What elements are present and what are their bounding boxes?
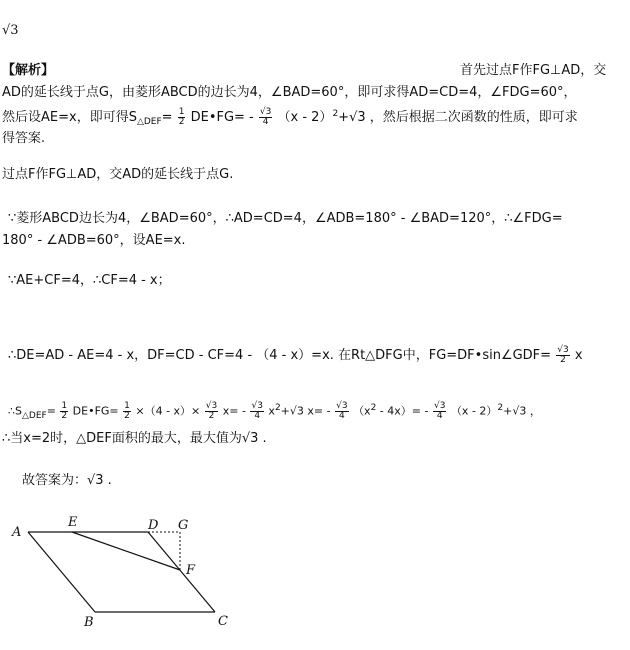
label-C: C (218, 614, 228, 629)
solution-line-4: ∵AE+CF=4，∴CF=4 - x； (8, 273, 171, 288)
label-E: E (68, 515, 78, 530)
analysis-line-3: 然后设AE=x，即可得$S_{\triangle DEF}=$ $\frac{1}{2}$ DE•FG= - $\frac{√3}{4}$ （x - 2）$^2$+√3 ，然后根据二次函数的性质，即可求 (2, 107, 578, 127)
solution-line-1: 过点F作FG⊥AD，交AD的延长线于点G. (2, 167, 234, 182)
solution-line-2: ∵菱形ABCD边长为4，∠BAD=60°，∴AD=CD=4，∠ADB=180° - ∠BAD=120°，∴∠FDG= (8, 211, 563, 226)
label-A: A (12, 525, 22, 540)
fraction: $\frac{√3}{4}$ (259, 107, 272, 127)
top-answer: √3 (2, 23, 19, 38)
side-DC (148, 532, 215, 612)
solution-line-7: ∴当x=2时，△DEF面积的最大，最大值为√3 . (2, 431, 267, 446)
analysis-header: 【解析】 (2, 63, 55, 78)
solution-line-3: 180° - ∠ADB=60°，设AE=x. (2, 233, 186, 248)
fraction: $\frac{1}{2}$ (178, 107, 185, 127)
label-D: D (148, 518, 159, 533)
analysis-line-4: 得答案. (2, 131, 46, 146)
solution-line-6: $\therefore S_{\triangle DEF}=$ $\frac{1}{2}$ DE•FG= $\frac{1}{2}$ ×（4 - x）× $\frac{√3}{2}$ x= - $\frac{√3}{4}$ $x^2+√3$ x= - $\frac{√3}{4}$ $(x^2 - 4x)=$ - $\frac{√3}{4}$ （x - 2）$^2$+√3 ， (8, 401, 541, 421)
label-G: G (178, 518, 189, 533)
analysis-line-2: AD的延长线于点G，由菱形ABCD的边长为4，∠BAD=60°，即可求得AD=CD=4，∠FDG=60°， (2, 85, 577, 100)
analysis-line-1: 首先过点F作FG⊥AD，交 (460, 63, 607, 78)
solution-line-5: ∴DE=AD - AE=4 - x，DF=CD - CF=4 - （4 - x）=x. 在Rt△DFG中，FG=DF•sin∠GDF= $\frac{√3}{2}$ x (8, 345, 583, 365)
final-answer: 故答案为：√3 . (22, 473, 112, 488)
side-AB (28, 532, 95, 612)
label-F: F (186, 563, 196, 578)
segment-EF (72, 532, 180, 570)
fraction: $\frac{√3}{2}$ (557, 345, 569, 365)
label-B: B (84, 615, 94, 630)
